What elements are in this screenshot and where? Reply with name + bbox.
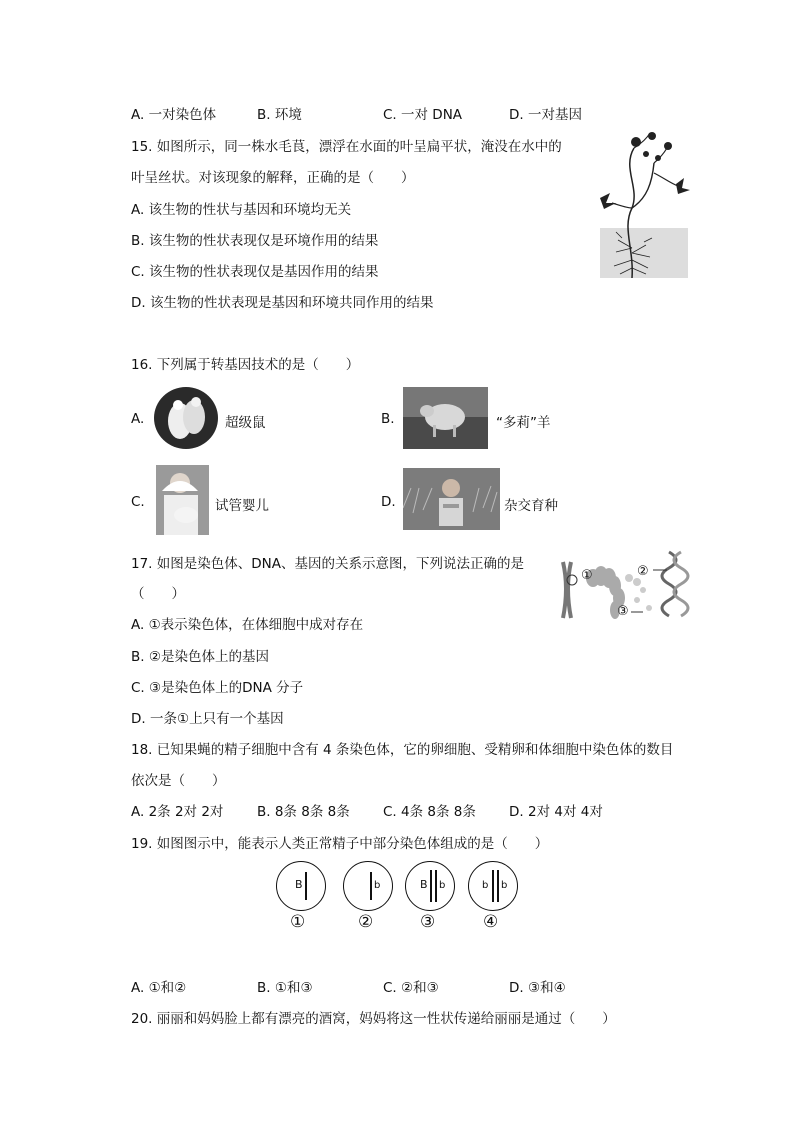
q17-stem-line1: 17. 如图是染色体、DNA、基因的关系示意图，下列说法正确的是 xyxy=(131,556,524,572)
q15-stem-line2: 叶呈丝状。对该现象的解释，正确的是（ ） xyxy=(131,170,415,186)
q15-option-b[interactable]: B. 该生物的性状表现仅是环境作用的结果 xyxy=(131,233,379,249)
q20-stem: 20. 丽丽和妈妈脸上都有漂亮的酒窝，妈妈将这一性状传递给丽丽是通过（ ） xyxy=(131,1011,616,1027)
q17-option-c[interactable]: C. ③是染色体上的DNA 分子 xyxy=(131,680,304,696)
q18-option-a[interactable]: A. 2条 2对 2对 xyxy=(131,804,224,820)
q14-options xyxy=(0,103,794,123)
cell-3-number: ③ xyxy=(420,912,436,932)
q16-option-c-label: 试管婴儿 xyxy=(215,498,269,514)
q15-stem-line1: 15. 如图所示，同一株水毛茛，漂浮在水面的叶呈扁平状，淹没在水中的 xyxy=(131,139,562,155)
q16-option-a-label: 超级鼠 xyxy=(225,415,266,431)
q19-stem: 19. 如图图示中，能表示人类正常精子中部分染色体组成的是（ ） xyxy=(131,836,549,852)
q15-option-d[interactable]: D. 该生物的性状表现是基因和环境共同作用的结果 xyxy=(131,295,434,311)
q16-option-b-label: “多莉”羊 xyxy=(496,415,551,431)
q18-option-d[interactable]: D. 2对 4对 4对 xyxy=(509,804,603,820)
q18-options xyxy=(0,800,794,820)
cell-3 xyxy=(405,861,455,911)
allele-label: b xyxy=(482,880,489,891)
chromosome xyxy=(435,870,437,902)
diagram-label-3: ③ xyxy=(617,604,629,619)
q16-option-c-letter[interactable]: C. xyxy=(131,494,145,510)
super-mouse-photo xyxy=(154,387,218,449)
q14-option-a[interactable]: A. 一对染色体 xyxy=(131,107,217,123)
q15-option-a[interactable]: A. 该生物的性状与基因和环境均无关 xyxy=(131,202,352,218)
cell-2-number: ② xyxy=(358,912,374,932)
q14-option-d[interactable]: D. 一对基因 xyxy=(509,107,582,123)
cell-1 xyxy=(276,861,326,911)
q16-option-a-letter[interactable]: A. xyxy=(131,411,145,427)
dolly-sheep-photo xyxy=(403,387,488,449)
q16-option-d-label: 杂交育种 xyxy=(504,498,558,514)
q18-stem-line2: 依次是（ ） xyxy=(131,773,226,789)
chromosome xyxy=(492,870,494,902)
q17-stem-line2: （ ） xyxy=(131,586,185,602)
q19-option-d[interactable]: D. ③和④ xyxy=(509,980,566,996)
q19-option-a[interactable]: A. ①和② xyxy=(131,980,187,996)
cell-2 xyxy=(343,861,393,911)
allele-label: b xyxy=(501,880,508,891)
q14-option-b[interactable]: B. 环境 xyxy=(257,107,302,123)
q18-option-c[interactable]: C. 4条 8条 8条 xyxy=(383,804,476,820)
chromosome-dna-gene-diagram xyxy=(557,548,695,626)
cell-1-number: ① xyxy=(290,912,306,932)
chromosome xyxy=(305,872,307,900)
cell-4 xyxy=(468,861,518,911)
q18-option-b[interactable]: B. 8条 8条 8条 xyxy=(257,804,350,820)
q17-option-b[interactable]: B. ②是染色体上的基因 xyxy=(131,649,269,665)
diagram-label-1: ① xyxy=(581,568,593,583)
test-tube-baby-photo xyxy=(156,465,209,535)
q19-option-c[interactable]: C. ②和③ xyxy=(383,980,439,996)
hybrid-breeding-photo xyxy=(403,468,500,530)
q14-option-c[interactable]: C. 一对 DNA xyxy=(383,107,463,123)
diagram-label-2: ② xyxy=(637,564,649,579)
q16-option-b-letter[interactable]: B. xyxy=(381,411,395,427)
allele-label: b xyxy=(374,880,381,891)
q16-option-d-letter[interactable]: D. xyxy=(381,494,396,510)
q19-option-b[interactable]: B. ①和③ xyxy=(257,980,313,996)
allele-label: B xyxy=(420,878,428,891)
chromosome xyxy=(430,870,432,902)
q17-option-d[interactable]: D. 一条①上只有一个基因 xyxy=(131,711,284,727)
allele-label: B xyxy=(295,878,303,891)
allele-label: b xyxy=(439,880,446,891)
chromosome xyxy=(370,872,372,900)
q15-option-c[interactable]: C. 该生物的性状表现仅是基因作用的结果 xyxy=(131,264,379,280)
q18-stem-line1: 18. 已知果蝇的精子细胞中含有 4 条染色体，它的卵细胞、受精卵和体细胞中染色体的数目 xyxy=(131,742,674,758)
water-buttercup-plant-icon xyxy=(592,128,690,280)
q17-option-a[interactable]: A. ①表示染色体，在体细胞中成对存在 xyxy=(131,617,364,633)
q16-stem: 16. 下列属于转基因技术的是（ ） xyxy=(131,357,360,373)
chromosome xyxy=(497,870,499,902)
cell-4-number: ④ xyxy=(483,912,499,932)
q19-options xyxy=(0,976,794,996)
